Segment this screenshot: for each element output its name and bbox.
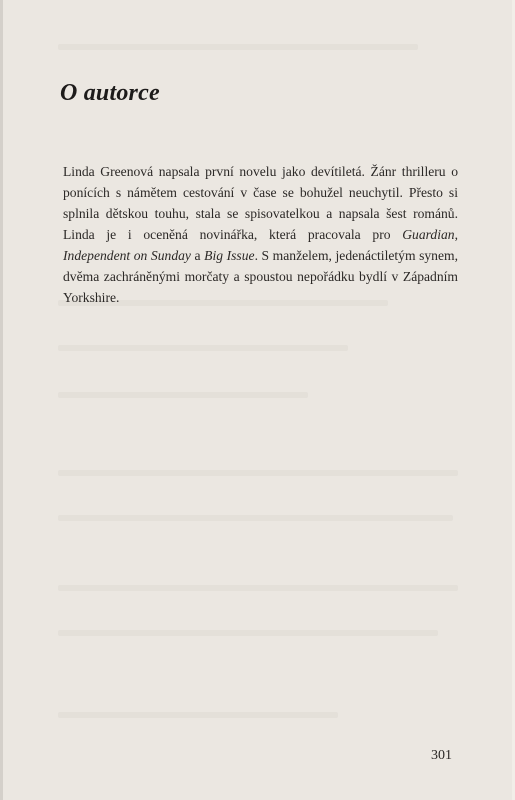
bio-separator: , [454, 227, 458, 242]
bio-text-part2: . S manželem, jedenáctiletým synem, dvěma zachráněnými morčaty a spoustou nepořádku bydlí v Západním Yorkshire. [63, 248, 458, 305]
show-through-line [58, 515, 453, 521]
bio-separator: a [190, 248, 205, 263]
show-through-line [58, 585, 458, 591]
show-through-line [58, 392, 308, 398]
publication-big-issue: Big Issue [204, 248, 255, 263]
section-title: O autorce [60, 80, 160, 106]
page-number: 301 [431, 748, 452, 763]
show-through-line [58, 712, 338, 718]
show-through-line [58, 44, 418, 50]
publication-guardian: Guardian [402, 227, 455, 242]
author-bio-paragraph [63, 161, 458, 308]
show-through-line [58, 345, 348, 351]
show-through-line [58, 470, 458, 476]
publication-independent-on-sunday: Independent on Sunday [63, 248, 191, 263]
show-through-line [58, 630, 438, 636]
bio-text-part1: Linda Greenová napsala první novelu jako devítiletá. Žánr thrilleru o ponících s námětem cestování v čase se bohužel neuchytil. Přesto si splnila dětskou touhu, stala se spisovatelkou a napsala šest románů. Linda je i oceněná novinářka, která pracovala pro [63, 164, 458, 242]
